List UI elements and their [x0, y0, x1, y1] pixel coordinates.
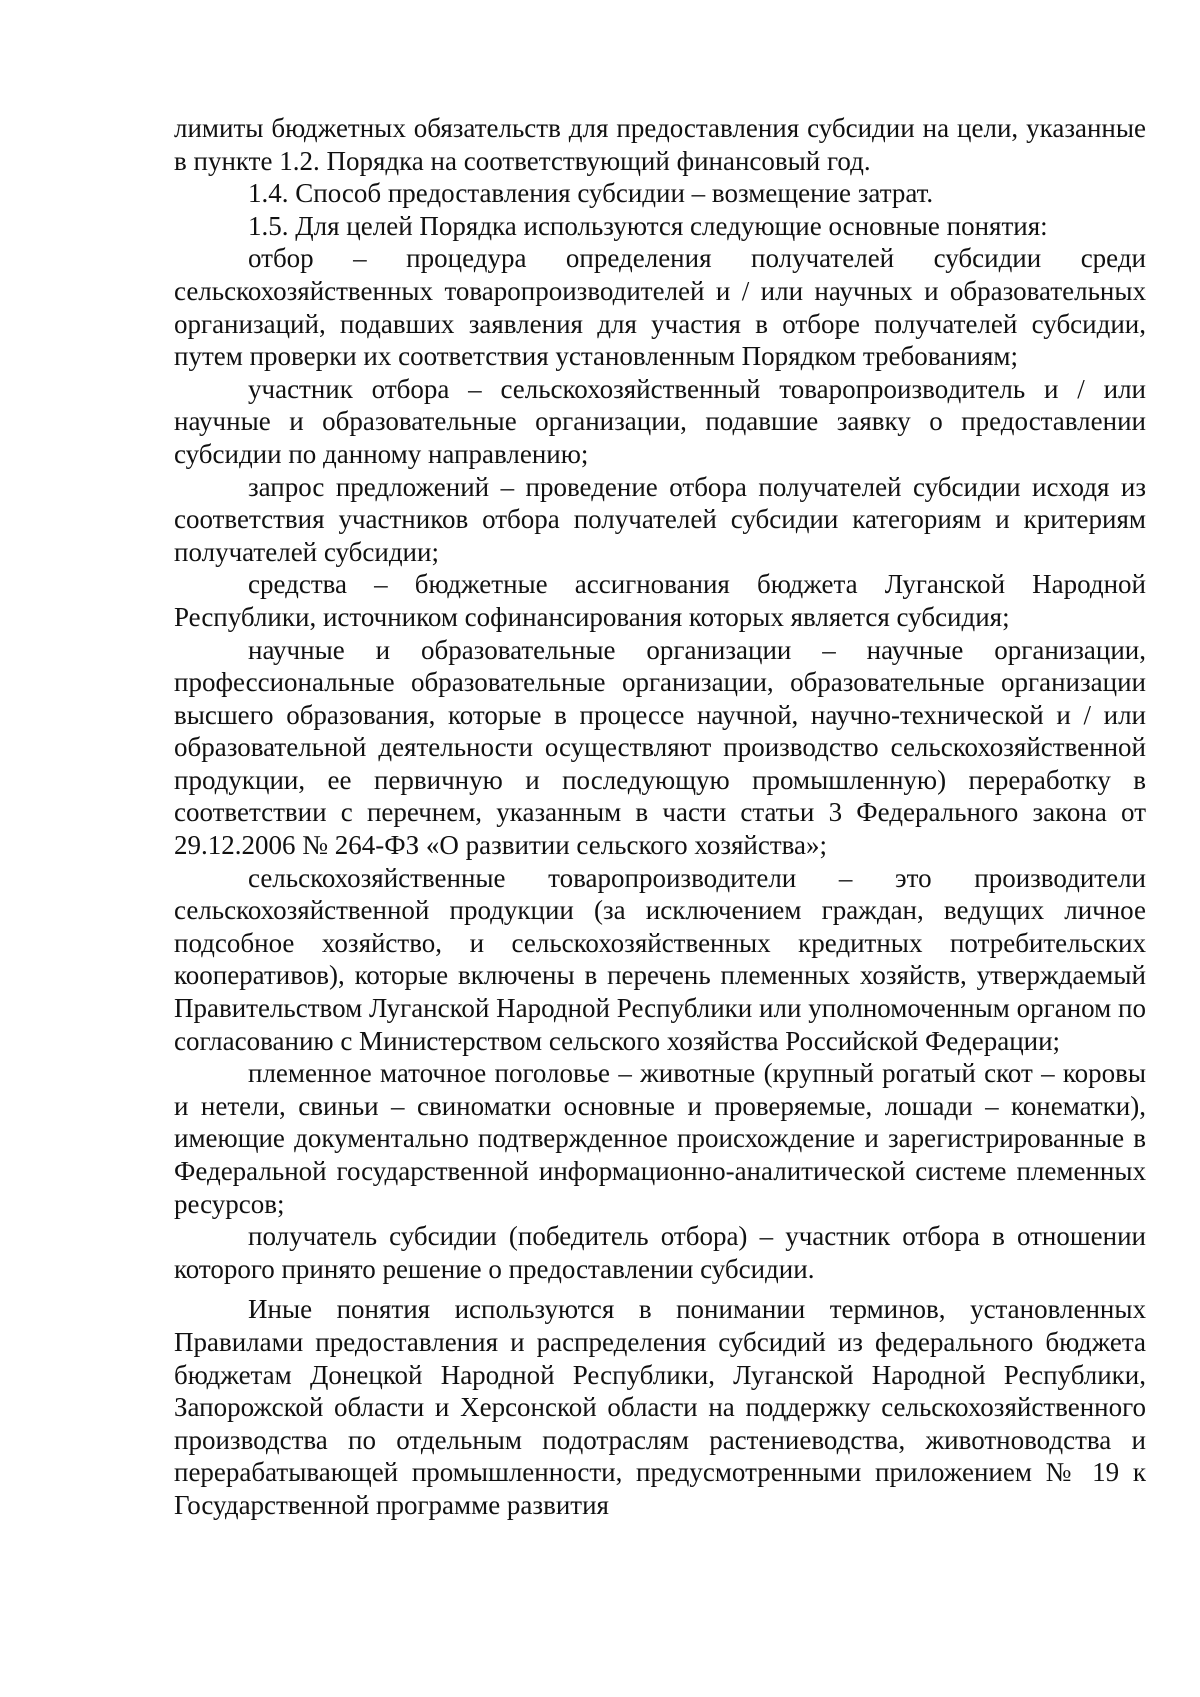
- paragraph-definition-breeding-stock: племенное маточное поголовье – животные (крупный рогатый скот – коровы и нетели, свиньи – свиноматки основные и проверяемые, лошади – конематки), имеющие документально подтвержденное происхождение и зарегистрированные в Федеральной государственной информационно-аналитической системе племенных ресурсов;: [174, 1058, 1146, 1219]
- paragraph-definition-organizations: научные и образовательные организации – научные организации, профессиональные образовательные организации, образовательные организации высшего образования, которые в процессе научной, научно-технической и / или образовательной деятельности осуществляют производство сельскохозяйственной продукции, ее первичную и последующую промышленную) переработку в соответствии с перечнем, указанным в части статьи 3 Федерального закона от 29.12.2006 № 264-ФЗ «О развитии сельского хозяйства»;: [174, 634, 1146, 861]
- paragraph-other-terms: Иные понятия используются в понимании терминов, установленных Правилами предоставления и распределения субсидий из федерального бюджета бюджетам Донецкой Народной Республики, Луганской Народной Республики, Запорожской области и Херсонской области на поддержку сельскохозяйственного производства по отдельным подотраслям растениеводства, животноводства и перерабатывающей промышленности, предусмотренными приложением № 19 к Государственной программе развития: [174, 1294, 1146, 1520]
- paragraph-definition-funds: средства – бюджетные ассигнования бюджета Луганской Народной Республики, источником софинансирования которых является субсидия;: [174, 569, 1146, 632]
- paragraph-section-1-5: 1.5. Для целей Порядка используются следующие основные понятия:: [248, 210, 1048, 241]
- paragraph-definition-recipient: получатель субсидии (победитель отбора) – участник отбора в отношении которого принято решение о предоставлении субсидии.: [174, 1221, 1146, 1284]
- paragraph-definition-request: запрос предложений – проведение отбора получателей субсидии исходя из соответствия участников отбора получателей субсидии категориям и критериям получателей субсидии;: [174, 471, 1146, 567]
- document-page: [174, 112, 1146, 1522]
- paragraph-definition-participant: участник отбора – сельскохозяйственный товаропроизводитель и / или научные и образовательные организации, подавшие заявку о предоставлении субсидии по данному направлению;: [174, 373, 1146, 469]
- paragraph-budget-limits: лимиты бюджетных обязательств для предоставления субсидии на цели, указанные в пункте 1.2. Порядка на соответствующий финансовый год.: [174, 113, 1146, 176]
- paragraph-definition-producers: сельскохозяйственные товаропроизводители – это производители сельскохозяйственной продукции (за исключением граждан, ведущих личное подсобное хозяйство, и сельскохозяйственных кредитных потребительских кооперативов), которые включены в перечень племенных хозяйств, утверждаемый Правительством Луганской Народной Республики или уполномоченным органом по согласованию с Министерством сельского хозяйства Российской Федерации;: [174, 862, 1146, 1056]
- paragraph-section-1-4: 1.4. Способ предоставления субсидии – возмещение затрат.: [248, 178, 934, 209]
- paragraph-definition-selection: отбор – процедура определения получателей субсидии среди сельскохозяйственных товаропроизводителей и / или научных и образовательных организаций, подавших заявления для участия в отборе получателей субсидии, путем проверки их соответствия установленным Порядком требованиям;: [174, 243, 1146, 372]
